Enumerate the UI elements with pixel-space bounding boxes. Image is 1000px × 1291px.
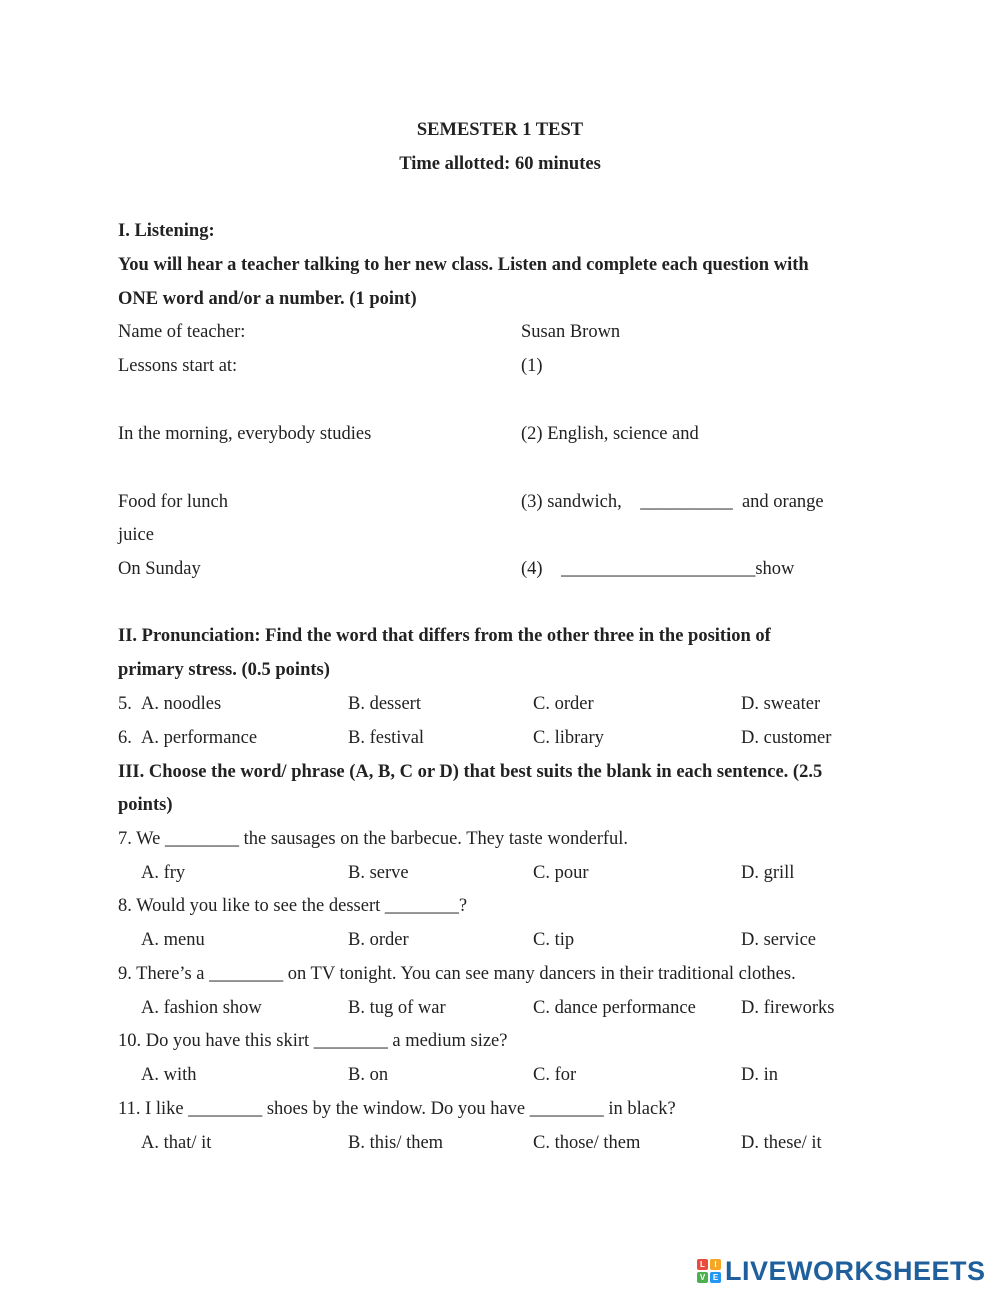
option-d: D. grill: [741, 863, 795, 883]
option-a: A. menu: [141, 930, 205, 950]
option-a: A. with: [141, 1065, 197, 1085]
listening-row-value: (4) _____________________show: [521, 559, 795, 579]
question-text: 8. Would you like to see the dessert ________?: [118, 896, 468, 916]
logo-text: LIVEWORKSHEETS: [725, 1255, 986, 1286]
listening-row-label: Name of teacher:: [118, 322, 246, 342]
listening-row-label: In the morning, everybody studies: [118, 424, 372, 444]
listening-row-value: (1): [521, 356, 543, 376]
option-c: C. pour: [533, 863, 589, 883]
pronunciation-heading-1: II. Pronunciation: Find the word that differs from the other three in the position of: [118, 626, 771, 646]
option-b: B. festival: [348, 728, 425, 748]
pronunciation-heading-2: primary stress. (0.5 points): [118, 660, 330, 680]
option-d: D. in: [741, 1065, 778, 1085]
logo-letter: V: [697, 1272, 708, 1283]
listening-row-value: (2) English, science and: [521, 424, 699, 444]
option-d: D. customer: [741, 728, 832, 748]
option-d: D. these/ it: [741, 1133, 822, 1153]
option-a: A. that/ it: [141, 1133, 212, 1153]
vocabulary-heading-2: points): [118, 795, 173, 815]
option-c: C. tip: [533, 930, 575, 950]
option-d: D. sweater: [741, 694, 821, 714]
listening-instruction-1: You will hear a teacher talking to her new class. Listen and complete each question with: [118, 255, 809, 275]
option-c: C. for: [533, 1065, 577, 1085]
option-b: B. on: [348, 1065, 389, 1085]
option-b: B. this/ them: [348, 1133, 444, 1153]
vocabulary-heading-1: III. Choose the word/ phrase (A, B, C or D) that best suits the blank in each sentence. (2.5: [118, 762, 823, 782]
option-d: D. service: [741, 930, 816, 950]
question-text: 7. We ________ the sausages on the barbecue. They taste wonderful.: [118, 829, 629, 849]
time-allotted: Time allotted: 60 minutes: [399, 154, 601, 174]
option-b: B. tug of war: [348, 998, 446, 1018]
option-c: C. dance performance: [533, 998, 696, 1018]
option-b: B. dessert: [348, 694, 421, 714]
listening-row-value: Susan Brown: [521, 322, 621, 342]
listening-row-label: Food for lunch: [118, 492, 228, 512]
logo-letter: L: [697, 1259, 708, 1270]
option-a: A. fashion show: [141, 998, 262, 1018]
option-c: C. library: [533, 728, 604, 748]
question-text: 10. Do you have this skirt ________ a medium size?: [118, 1031, 508, 1051]
listening-row-label: juice: [118, 525, 154, 545]
listening-instruction-2: ONE word and/or a number. (1 point): [118, 289, 417, 309]
logo-letter: E: [710, 1272, 721, 1283]
option-b: B. serve: [348, 863, 409, 883]
option-a: A. noodles: [141, 694, 222, 714]
logo-mark-icon: [697, 1259, 721, 1283]
option-c: C. those/ them: [533, 1133, 641, 1153]
question-number: 6.: [118, 728, 132, 748]
option-a: A. performance: [141, 728, 258, 748]
listening-row-value: (3) sandwich, __________ and orange: [521, 492, 824, 512]
question-text: 9. There’s a ________ on TV tonight. You can see many dancers in their traditional clothes.: [118, 964, 796, 984]
liveworksheets-logo: [697, 1256, 986, 1286]
logo-letter: I: [710, 1259, 721, 1270]
option-c: C. order: [533, 694, 594, 714]
option-d: D. fireworks: [741, 998, 835, 1018]
listening-row-label: Lessons start at:: [118, 356, 238, 376]
option-b: B. order: [348, 930, 409, 950]
listening-row-label: On Sunday: [118, 559, 201, 579]
test-title: SEMESTER 1 TEST: [416, 120, 584, 140]
question-number: 5.: [118, 694, 132, 714]
option-a: A. fry: [141, 863, 186, 883]
question-text: 11. I like ________ shoes by the window. Do you have ________ in black?: [118, 1099, 676, 1119]
listening-heading: I. Listening:: [118, 221, 215, 241]
